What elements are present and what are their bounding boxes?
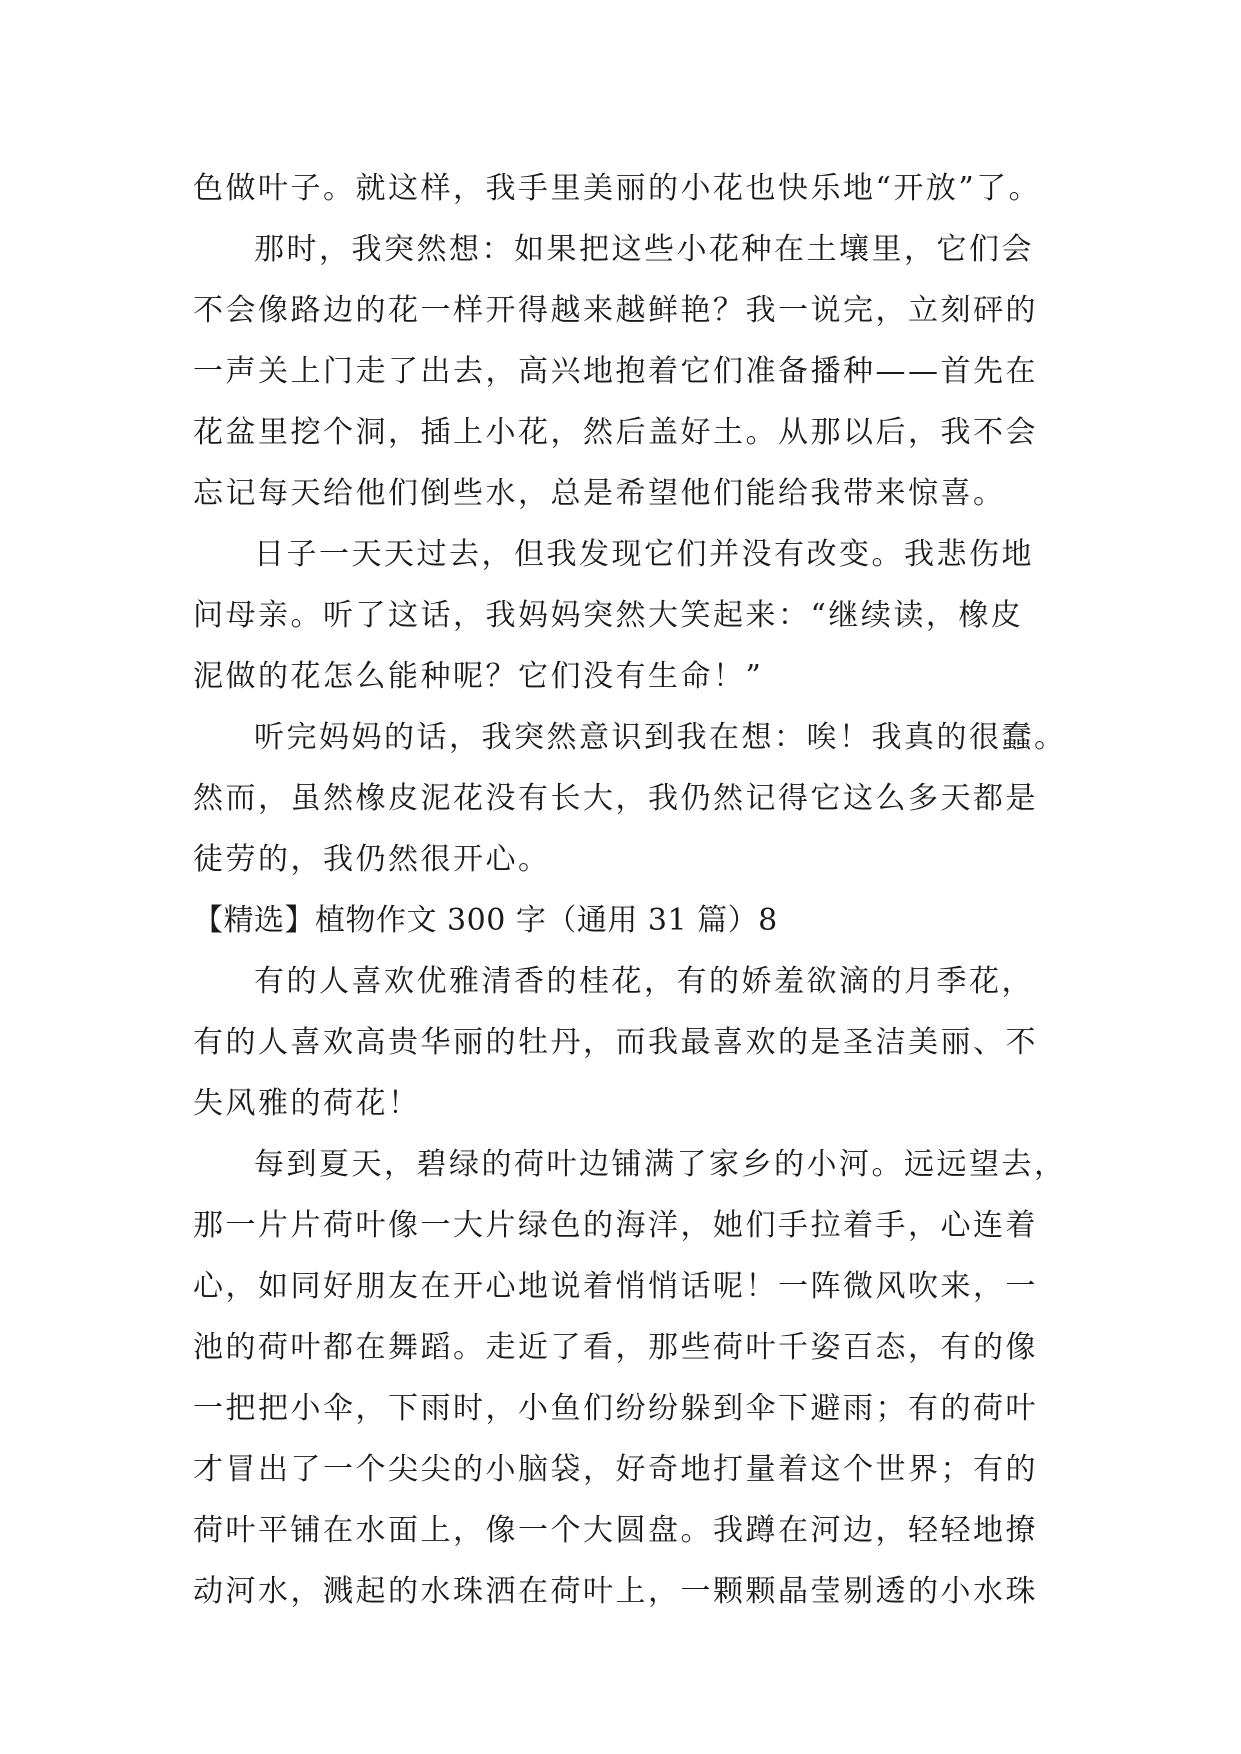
text-line: 荷叶平铺在水面上，像一个大圆盘。我蹲在河边，轻轻地撩	[193, 1513, 1038, 1548]
text-line: 有的人喜欢优雅清香的桂花，有的娇羞欲滴的月季花，	[254, 964, 1034, 999]
text-line: 一把把小伞，下雨时，小鱼们纷纷躲到伞下避雨；有的荷叶	[193, 1391, 1038, 1426]
text-line: 徒劳的，我仍然很开心。	[193, 842, 551, 877]
text-line: 才冒出了一个尖尖的小脑袋，好奇地打量着这个世界；有的	[193, 1452, 1038, 1487]
document-body	[193, 158, 1067, 1622]
text-line: 日子一天天过去，但我发现它们并没有改变。我悲伤地	[254, 537, 1034, 572]
text-line: 色做叶子。就这样，我手里美丽的小花也快乐地“开放”了。	[193, 171, 1042, 206]
section-heading: 【精选】植物作文 300 字（通用 31 篇）8	[193, 903, 778, 938]
text-line: 忘记每天给他们倒些水，总是希望他们能给我带来惊喜。	[193, 476, 1006, 511]
text-line: 不会像路边的花一样开得越来越鲜艳？我一说完，立刻砰的	[193, 293, 1038, 328]
text-line: 每到夏天，碧绿的荷叶边铺满了家乡的小河。远远望去，	[254, 1147, 1067, 1182]
text-line: 有的人喜欢高贵华丽的牡丹，而我最喜欢的是圣洁美丽、不	[193, 1025, 1038, 1060]
text-line: 动河水，溅起的水珠洒在荷叶上，一颗颗晶莹剔透的小水珠	[193, 1574, 1038, 1609]
text-line: 失风雅的荷花！	[193, 1086, 421, 1121]
text-line: 问母亲。听了这话，我妈妈突然大笑起来：“继续读，橡皮	[193, 598, 1024, 633]
text-line: 心，如同好朋友在开心地说着悄悄话呢！一阵微风吹来，一	[193, 1269, 1038, 1304]
text-line: 花盆里挖个洞，插上小花，然后盖好土。从那以后，我不会	[193, 415, 1038, 450]
text-line: 池的荷叶都在舞蹈。走近了看，那些荷叶千姿百态，有的像	[193, 1330, 1038, 1365]
text-line: 那时，我突然想：如果把这些小花种在土壤里，它们会	[254, 232, 1034, 267]
text-line: 然而，虽然橡皮泥花没有长大，我仍然记得它这么多天都是	[193, 781, 1038, 816]
text-line: 那一片片荷叶像一大片绿色的海洋，她们手拉着手，心连着	[193, 1208, 1038, 1243]
text-line: 泥做的花怎么能种呢？它们没有生命！”	[193, 659, 764, 694]
text-line: 一声关上门走了出去，高兴地抱着它们准备播种——首先在	[193, 354, 1038, 389]
text-line: 听完妈妈的话，我突然意识到我在想：唉！我真的很蠢。	[254, 720, 1067, 755]
